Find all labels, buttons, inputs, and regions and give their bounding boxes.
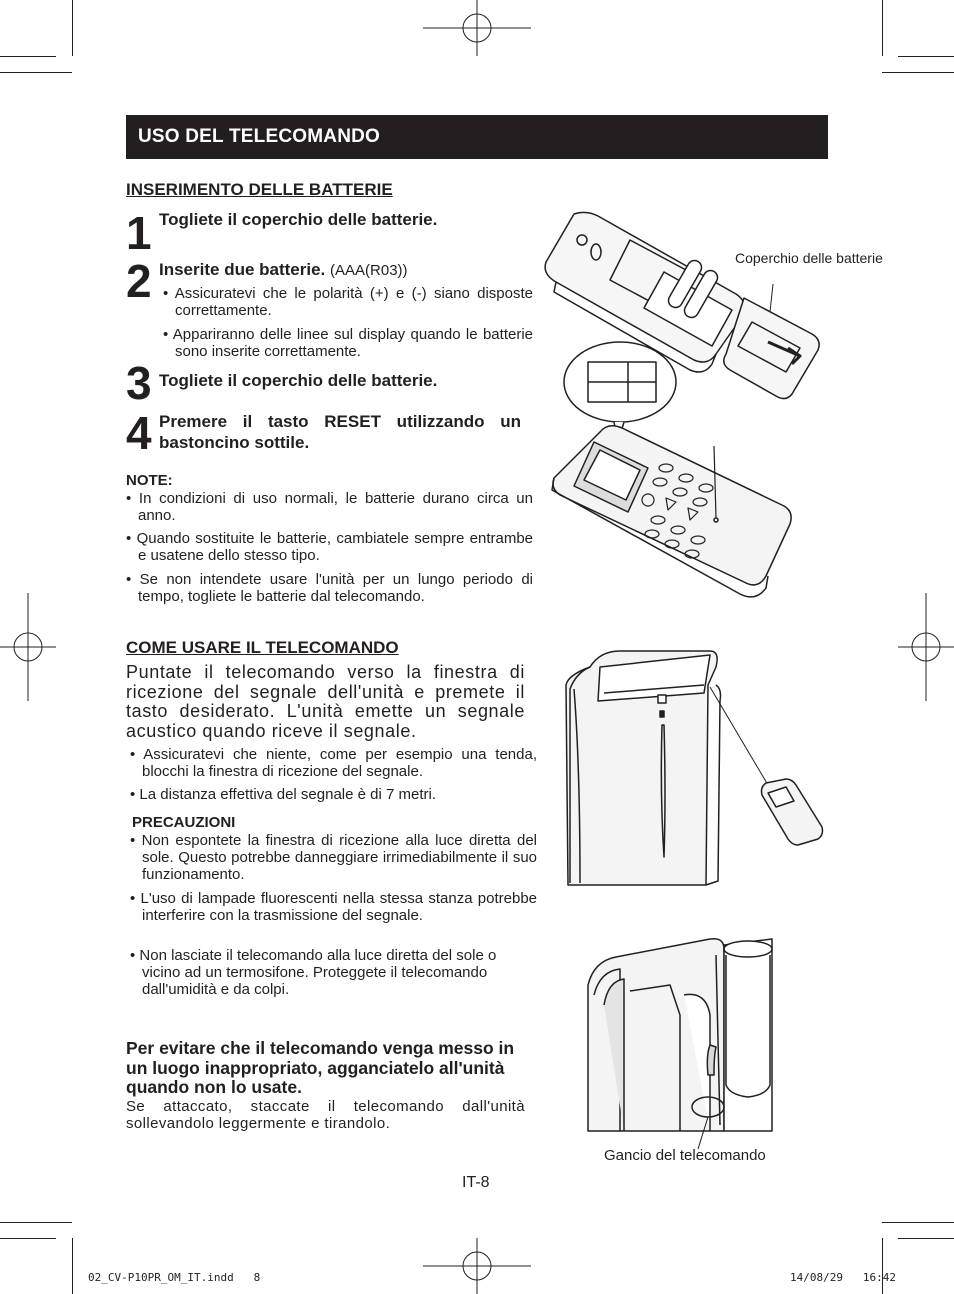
print-timestamp: 14/08/29 16:42 xyxy=(790,1271,896,1284)
page-number: IT-8 xyxy=(462,1174,490,1191)
step-3-number: 3 xyxy=(126,357,150,409)
step-4-number: 4 xyxy=(126,407,150,459)
step-2-title xyxy=(159,259,408,281)
battery-heading: INSERIMENTO DELLE BATTERIE xyxy=(126,180,393,199)
notes-heading: NOTE: xyxy=(126,472,173,489)
battery-insertion-illustration xyxy=(538,210,838,600)
precaution-2: • L'uso di lampade fluorescenti nella stessa stanza potrebbe interferire con la trasmissione del segnale. xyxy=(130,890,537,924)
step-2-bullet-2: • Appariranno delle linee sul display quando le batterie sono inserite correttamente. xyxy=(163,326,533,360)
hook-text: Se attaccato, staccate il telecomando dall'unità sollevandolo leggermente e tirandolo. xyxy=(126,1098,525,1132)
precaution-1: • Non espontete la finestra di ricezione alla luce diretta del sole. Questo potrebbe danneggiare irrimediabilmente il suo funzionamento. xyxy=(130,832,537,883)
step-2-bullet-1: • Assicuratevi che le polarità (+) e (-) siano disposte correttamente. xyxy=(163,285,533,319)
file-name: 02_CV-P10PR_OM_IT.indd 8 xyxy=(88,1271,261,1284)
precaution-3: • Non lasciate il telecomando alla luce diretta del sole o vicino ad un termosifone. Proteggete il telecomando dall'umidità e da colpi. xyxy=(130,947,497,998)
usage-heading: COME USARE IL TELECOMANDO xyxy=(126,638,399,657)
unit-remote-illustration xyxy=(560,645,830,890)
page-title: USO DEL TELECOMANDO xyxy=(138,126,381,147)
step-2-number: 2 xyxy=(126,255,150,307)
note-1: • In condizioni di uso normali, le batterie durano circa un anno. xyxy=(126,490,533,524)
step-2-battery-type: (AAA(R03)) xyxy=(330,262,408,279)
usage-lead: Puntate il telecomando verso la finestra di ricezione del segnale dell'unità e premete il tasto desiderato. L'unità emette un segnale acustico quando riceve il segnale. xyxy=(126,662,525,741)
usage-bullet-1: • Assicuratevi che niente, come per esempio una tenda, blocchi la finestra di ricezione del segnale. xyxy=(130,746,537,780)
section-header xyxy=(126,115,828,159)
hook-title: Per evitare che il telecomando venga messo in un luogo inappropriato, agganciatelo all'unità quando non lo usate. xyxy=(126,1038,515,1097)
usage-bullet-2: • La distanza effettiva del segnale è di 7 metri. xyxy=(130,786,436,803)
step-4-title: Premere il tasto RESET utilizzando un bastoncino sottile. xyxy=(159,412,521,452)
remote-hook-illustration xyxy=(580,935,780,1155)
battery-cover-label: Coperchio delle batterie xyxy=(735,250,883,266)
hook-label: Gancio del telecomando xyxy=(604,1147,766,1164)
precautions-heading: PRECAUZIONI xyxy=(132,814,236,831)
step-1-number: 1 xyxy=(126,207,150,259)
step-3-title: Togliete il coperchio delle batterie. xyxy=(159,371,438,390)
step-2-title-text: Inserite due batterie. xyxy=(159,260,326,279)
note-3: • Se non intendete usare l'unità per un lungo periodo di tempo, togliete le batterie dal telecomando. xyxy=(126,571,533,605)
step-1-title: Togliete il coperchio delle batterie. xyxy=(159,210,438,229)
note-2: • Quando sostituite le batterie, cambiatele sempre entrambe e usatene dello stesso tipo. xyxy=(126,530,533,564)
